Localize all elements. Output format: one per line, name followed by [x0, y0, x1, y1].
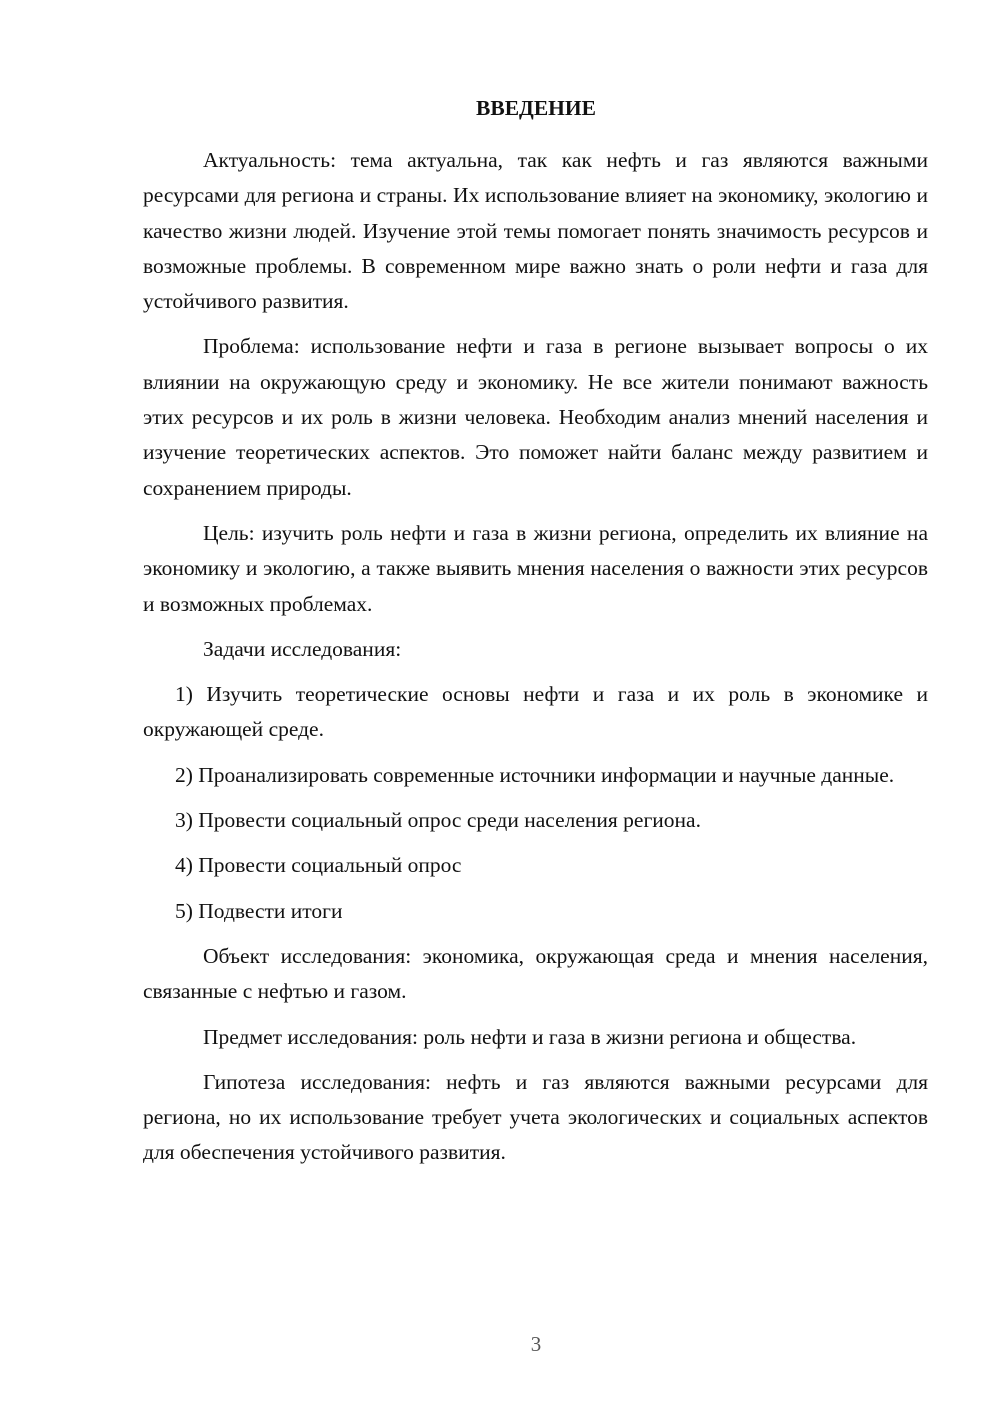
list-item: 1) Изучить теоретические основы нефти и газа и их роль в экономике и окружающей среде.	[143, 682, 928, 742]
paragraph-relevance: Актуальность: тема актуальна, так как нефть и газ являются важными ресурсами для региона и страны. Их использование влияет на экономику, экологию и качество жизни людей. Изучение этой темы помогает понять значимость ресурсов и возможные проблемы. В современном мире важно знать о роли нефти и газа для устойчивого развития.	[143, 148, 928, 314]
list-item: 5) Подвести итоги	[175, 898, 343, 923]
page-title: ВВЕДЕНИЕ	[476, 96, 596, 120]
paragraph-object: Объект исследования: экономика, окружающая среда и мнения населения, связанные с нефтью и газом.	[143, 943, 928, 1004]
paragraph-subject: Предмет исследования: роль нефти и газа в жизни региона и общества.	[203, 1024, 857, 1049]
paragraph-tasks-heading: Задачи исследования:	[203, 636, 402, 661]
list-item: 3) Провести социальный опрос среди населения региона.	[175, 808, 701, 833]
list-item: 4) Провести социальный опрос	[175, 853, 462, 878]
list-item: 2) Проанализировать современные источники информации и научные данные.	[175, 762, 895, 787]
page-number: 3	[530, 1332, 542, 1356]
document-body	[143, 143, 928, 1171]
paragraph-hypothesis: Гипотеза исследования: нефть и газ являются важными ресурсами для региона, но их использование требует учета экологических и социальных аспектов для обеспечения устойчивого развития.	[143, 1069, 928, 1165]
paragraph-goal: Цель: изучить роль нефти и газа в жизни региона, определить их влияние на экономику и экологию, а также выявить мнения населения о важности этих ресурсов и возможных проблемах.	[143, 520, 928, 616]
paragraph-problem: Проблема: использование нефти и газа в регионе вызывает вопросы о их влиянии на окружающую среду и экономику. Не все жители понимают важность этих ресурсов и их роль в жизни человека. Необходим анализ мнений населения и изучение теоретических аспектов. Это поможет найти баланс между развитием и сохранением природы.	[143, 334, 928, 500]
